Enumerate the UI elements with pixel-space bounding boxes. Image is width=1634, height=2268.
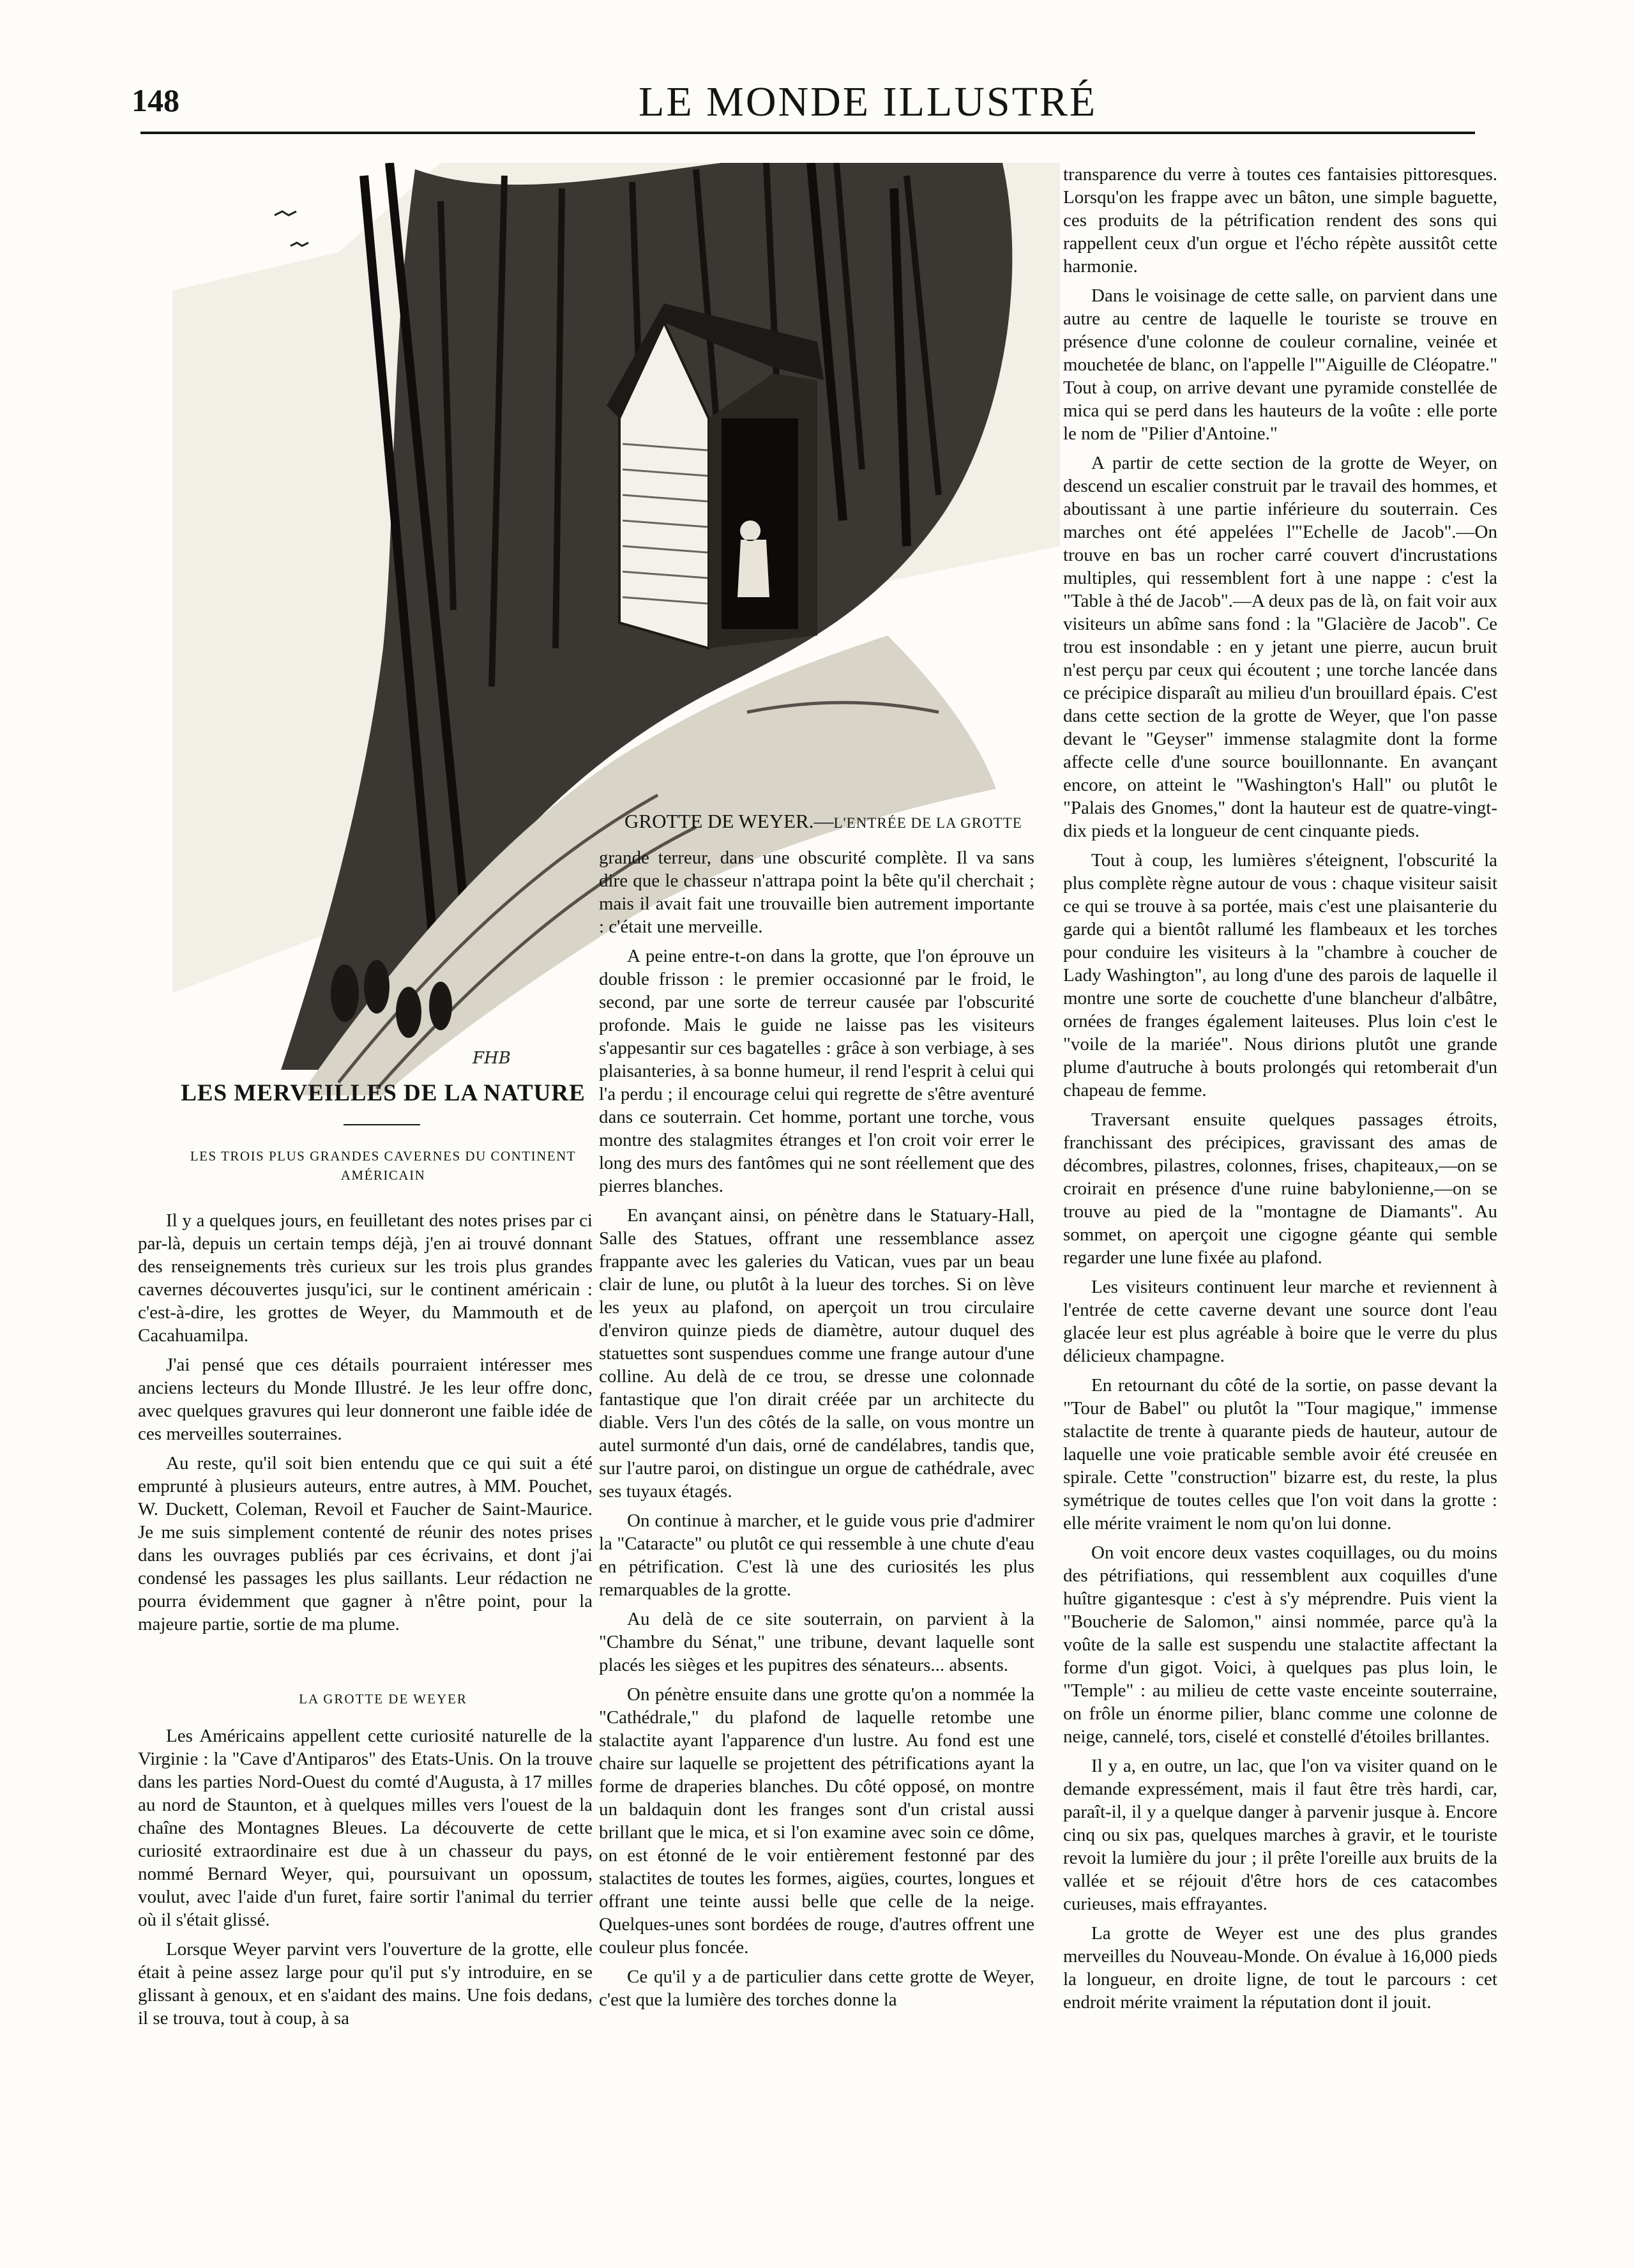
paragraph: Lorsque Weyer parvint vers l'ouverture de la grotte, elle était à peine assez large pour qu'il put s'y introduire, en se glissant à genoux, et en s'aidant des mains. Une fois dedans, il se trouva, tout à coup, à sa (138, 1939, 593, 2028)
paragraph: J'ai pensé que ces détails pourraient intéresser mes anciens lecteurs du Monde Illustré. Je les leur offre donc, avec quelques gravures qui leur donneront une faible idée de ces merveilles souterraines. (138, 1355, 593, 1444)
paragraph: transparence du verre à toutes ces fantaisies pittoresques. Lorsqu'on les frappe avec un bâton, une simple baguette, ces produits de la pétrification rendent des sons qui rappellent ceux d'un orgue et l'écho répète aussitôt cette harmonie. (1063, 164, 1497, 277)
paragraph: Il y a quelques jours, en feuilletant des notes prises par ci par-là, depuis un certain temps déjà, j'en ai trouvé donnant des renseignements très curieux sur les trois plus grandes cavernes découvertes jusqu'ici, sur le continent américain : c'est-à-dire, les grottes de Weyer, du Mammouth et de Cacahuamilpa. (138, 1210, 593, 1346)
visitor-mark (396, 987, 421, 1038)
title-rule (344, 1124, 420, 1125)
paragraph: Traversant ensuite quelques passages étroits, franchissant des précipices, gravissant des amas de décombres, pilastres, colonnes, frises, chapiteaux,—on se croirait en présence d'une ruine babylonienne,—on se trouve au pied de la "montagne de Diamants". Au sommet, on aperçoit une cigogne géante qui semble regarder une lune fixée au plafond. (1063, 1109, 1497, 1268)
column-1-weyer (138, 1724, 593, 2120)
bird-mark (291, 243, 308, 246)
paragraph: Il y a, en outre, un lac, que l'on va visiter quand on le demande expressément, mais il faut être très hardi, car, paraît-il, il y a quelque danger à parvenir jusque à. Encore cinq ou six pas, quelques marches à gravir, et le touriste revoit la lumière du jour ; il prête l'oreille aux bruits de la vallée et se réjouit d'être hors de ces catacombes curieuses, mais effrayantes. (1063, 1756, 1497, 1914)
page-number: 148 (132, 82, 179, 118)
column-2 (599, 846, 1034, 2117)
paragraph: La grotte de Weyer est une des plus grandes merveilles du Nouveau-Monde. On évalue à 16,000 pieds la longueur, en droite ligne, de tout le parcours : cet endroit mérite vraiment la réputation dont il jouit. (1063, 1923, 1497, 2013)
newspaper-title: LE MONDE ILLUSTRÉ (639, 79, 1098, 125)
paragraph: Dans le voisinage de cette salle, on parvient dans une autre au centre de laquelle le touriste se trouve en présence d'une colonne de couleur cornaline, veinée et mouchetée de blanc, on l'appelle l'"Aiguille de Cléopatre." Tout à coup, on arrive devant une pyramide constellée de mica qui se perd dans les hauteurs de la voûte : elle porte le nom de "Pilier d'Antoine." (1063, 285, 1497, 444)
paragraph: On voit encore deux vastes coquillages, ou du moins des pétrifiations, qui ressemblent aux coquilles d'une huître gigantesque : c'est à s'y méprendre. Puis vient la "Boucherie de Salomon," ainsi nommée, parce qu'à la voûte de la salle est suspendu une stalactite affectant la forme d'un gigot. Voici, à quelques pas plus loin, le "Temple" : au milieu de cette vaste enceinte souterraine, on frôle un énorme pilier, blanc comme une colonne de neige, cannelé, tors, ciselé et constellé d'étoiles brillantes. (1063, 1542, 1497, 1747)
caption-main: GROTTE DE WEYER.— (624, 810, 834, 832)
paragraph: A peine entre-t-on dans la grotte, que l'on éprouve un double frisson : le premier occasionné par le froid, le second, par une sorte de terreur causée par l'obscurité profonde. Mais le guide ne laisse pas les visiteurs s'appesantir sur ces bagatelles : grâce à son verbiage, à ses plaisanteries, à sa bonne humeur, il rend l'esprit à celui qui l'a perdu ; il encourage celui qui regrette de s'être aventuré dans ce souterrain. Cet homme, portant une torche, vous montre des stalagmites étranges et l'on croit voir errer le long des murs des fantômes qui ne sont réellement que des pierres blanches. (599, 946, 1034, 1196)
paragraph: A partir de cette section de la grotte de Weyer, on descend un escalier construit par le travail des hommes, et aboutissant à une partie inférieure du souterrain. Ces marches ont été appelées l'"Echelle de Jacob".—On trouve en bas un rocher carré couvert d'incrustations multiples, qui ressemblent fort à une nappe : c'est la "Table à thé de Jacob".—A deux pas de là, on fait voir aux visiteurs un abîme sans fond : la "Glacière de Jacob". Ce trou est insondable : en y jetant une pierre, aucun bruit n'est perçu par ceux qui écoutent ; une torche lancée dans ce précipice disparaît au milieu d'un brouillard épais. C'est dans cette section de la grotte de Weyer, que l'on passe devant le "Geyser" immense stalagmite dont la forme affecte celle d'une source bouillonnante. En avançant encore, on atteint le "Washington's Hall" ou plutôt le "Palais des Gnomes," dont la hauteur est de quatre-vingt-dix pieds et la longueur de cent cinquante pieds. (1063, 453, 1497, 841)
bird-mark (275, 211, 296, 215)
caption-sub: L'ENTRÉE DE LA GROTTE (833, 815, 1022, 831)
column-3 (1063, 163, 1497, 2117)
article-title: LES MERVEILLES DE LA NATURE (181, 1080, 586, 1106)
paragraph: Au delà de ce site souterrain, on parvient à la "Chambre du Sénat," une tribune, devant laquelle sont placés les sièges et les pupitres des sénateurs... absents. (599, 1609, 1034, 1675)
shed-doorway (722, 418, 798, 629)
header-rule (140, 132, 1475, 134)
paragraph: Ce qu'il y a de particulier dans cette grotte de Weyer, c'est que la lumière des torches donne la (599, 1967, 1034, 2010)
illustration-caption (624, 810, 1022, 833)
paragraph: grande terreur, dans une obscurité complète. Il va sans dire que le chasseur n'attrapa point la bête qu'il cherchait ; mais il avait fait une trouvaille bien autrement importante : c'était une merveille. (599, 848, 1034, 937)
paragraph: Les Américains appellent cette curiosité naturelle de la Virginie : la "Cave d'Antiparos" des Etats-Unis. On la trouve dans les parties Nord-Ouest du comté d'Augusta, à 17 milles au nord de Staunton, et à quelques milles vers l'ouest de la chaîne des Montagnes Bleues. La découverte de cette curiosité extraordinaire est due à un chasseur du pays, nommé Bernard Weyer, qui, poursuivant un opossum, voulut, avec l'aide d'un furet, faire sortir l'animal du terrier où il s'était glissé. (138, 1726, 593, 1930)
paragraph: On pénètre ensuite dans une grotte qu'on a nommée la "Cathédrale," du plafond de laquelle retombe une stalactite ayant l'apparence d'un lustre. Au fond est une chaire sur laquelle se projettent des pétrifications ayant la forme de draperies blanches. Du côté opposé, on montre un baldaquin dont les franges sont d'un cristal aussi brillant que le mica, et si l'on examine avec soin ce dôme, on est étonné de le voir entièrement festonné par des stalactites de toutes les formes, aigües, courtes, longues et offrant une teinte aussi belle que celle de la neige. Quelques-unes sont bordées de rouge, d'autres offrent une couleur plus foncée. (599, 1684, 1034, 1958)
visitor-mark (364, 960, 390, 1014)
paragraph: En retournant du côté de la sortie, on passe devant la "Tour de Babel" ou plutôt la "Tour magique," immense stalactite de trente à quarante pieds de hauteur, autour de laquelle une voie praticable semble avoir été creusée en spirale. Cette "construction" bizarre est, du reste, la plus symétrique de toutes celles que l'on voit dans la grotte : elle mérite vraiment le nom qu'on lui donne. (1063, 1375, 1497, 1534)
paragraph: Tout à coup, les lumières s'éteignent, l'obscurité la plus complète règne autour de vous : chaque visiteur saisit ce qui se trouve à sa portée, mais c'est une plaisanterie du garde qui a bientôt rallumé les flambeaux et les torches pour conduire les visiteurs à la "chambre à coucher de Lady Washington", au long d'une des parois de laquelle il montre une sorte de couchette d'une blancheur d'albâtre, ornées de franges également laiteuses. Plus loin c'est le "voile de la mariée". Nous dirions plutôt une grande plume d'autruche à bouts prolongés qui retomberait d'un chapeau de femme. (1063, 850, 1497, 1100)
column-1-intro (138, 1209, 593, 1669)
section-heading: LA GROTTE DE WEYER (299, 1691, 467, 1707)
paragraph: On continue à marcher, et le guide vous prie d'admirer la "Cataracte" ou plutôt ce qui ressemble à une chute d'eau en pétrification. C'est là une des curiosités les plus remarquables de la grotte. (599, 1511, 1034, 1600)
visitor-mark (331, 964, 359, 1022)
paragraph: Les visiteurs continuent leur marche et reviennent à l'entrée de cette caverne devant une source dont l'eau glacée leur est plus agréable à boire que le verre du plus délicieux champagne. (1063, 1277, 1497, 1366)
paragraph: En avançant ainsi, on pénètre dans le Statuary-Hall, Salle des Statues, offrant une ressemblance assez frappante avec les galeries du Vatican, vues par un beau clair de lune, ou plutôt à la lueur des torches. Si on lève les yeux au plafond, on aperçoit un trou circulaire d'environ quinze pieds de diamètre, autour duquel des statuettes sont suspendues comme une frange autour d'une colline. Au delà de ce trou, se dresse une colonnade fantastique que l'on dirait créée par un architecte du diable. Vers l'un des côtés de la salle, on vous montre un autel surmonté d'un dais, orné de candélabres, tandis que, sur l'autre paroi, on distingue un orgue de cathédrale, avec ses tuyaux étagés. (599, 1205, 1034, 1502)
paragraph: Au reste, qu'il soit bien entendu que ce qui suit a été emprunté à plusieurs auteurs, entre autres, à MM. Pouchet, W. Duckett, Coleman, Revoil et Faucher de Saint-Maurice. Je me suis simplement contenté de réunir des notes prises dans les ouvrages publiés par ces écrivains, et dont j'ai condensé les passages les plus saillants. Leur rédaction ne pourra évidemment que gagner à n'être point, pour la majeure partie, sortie de ma plume. (138, 1453, 593, 1634)
visitor-mark (429, 982, 452, 1030)
artist-signature: FHB (473, 1049, 511, 1068)
article-subtitle: LES TROIS PLUS GRANDES CAVERNES DU CONTINENT AMÉRICAIN (190, 1148, 577, 1183)
